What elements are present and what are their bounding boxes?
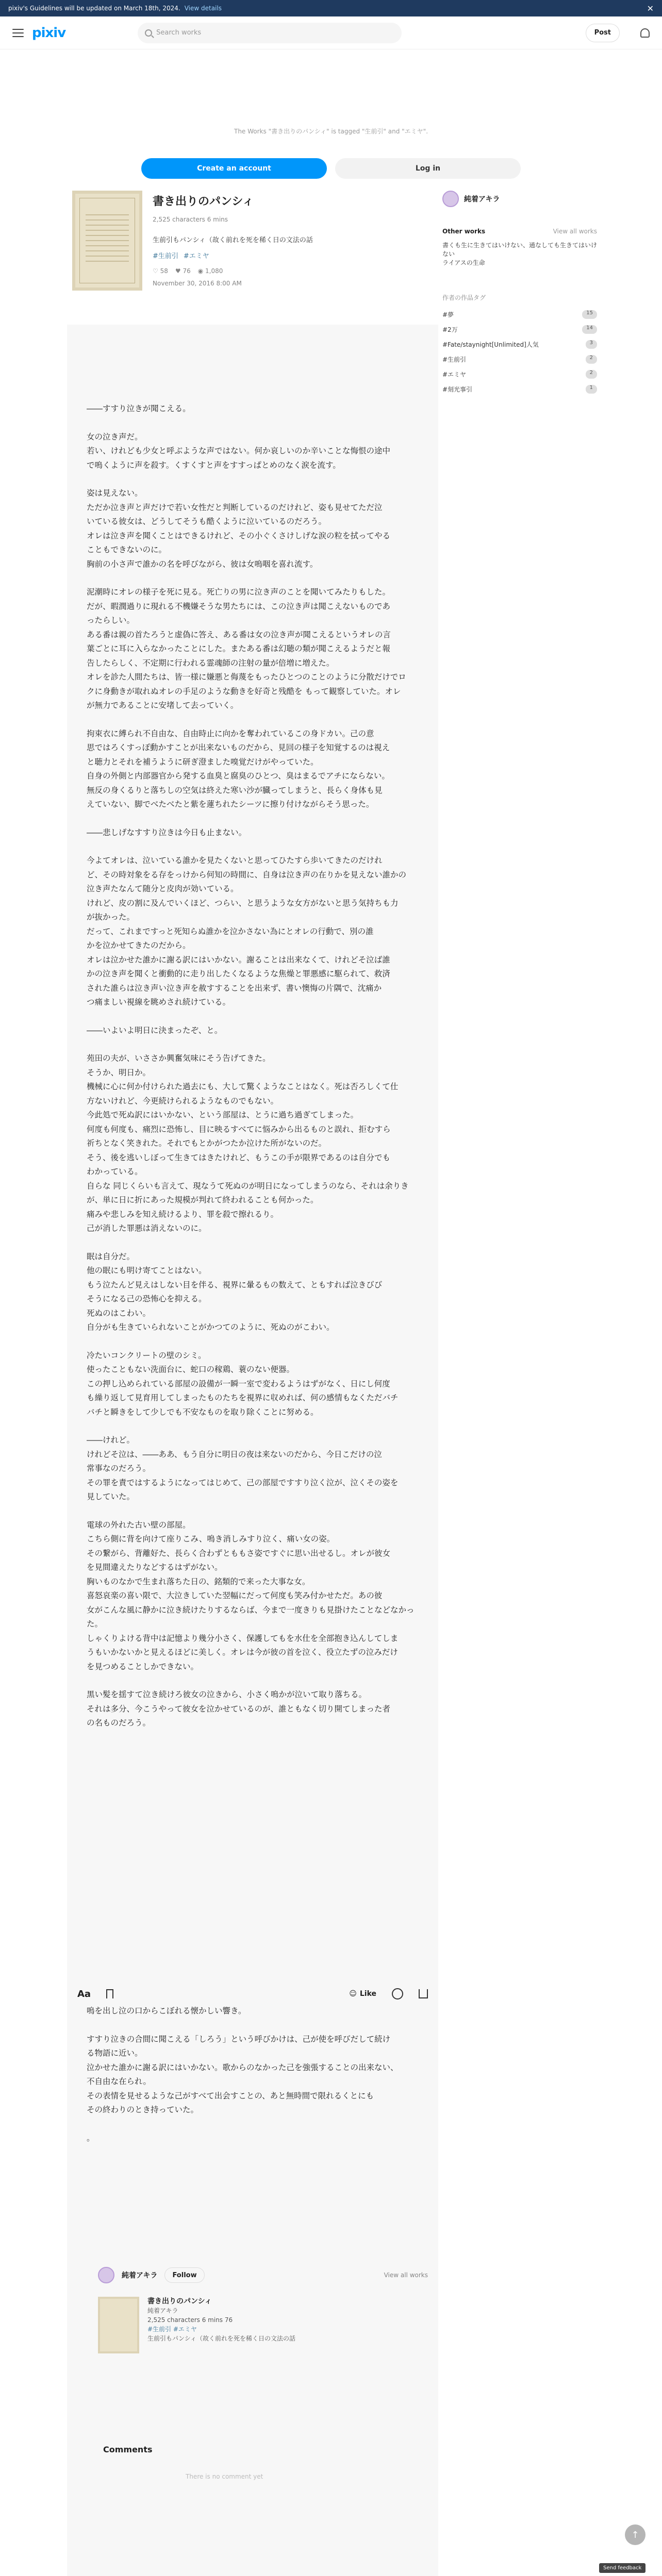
feedback-button[interactable]: Send feedback [599,2563,646,2573]
comments-heading: Comments [103,2445,153,2454]
tag-line: The Works "書き出りのパンシィ" is tagged "生前引" and "エミヤ". [234,128,428,135]
pixiv-logo[interactable]: pixiv [32,25,66,41]
work-meta: 2,525 characters 6 mins [153,216,228,223]
sidebar-view-all[interactable]: View all works [553,228,597,235]
tag-link[interactable]: #生前引 [153,252,178,260]
work-title: 書き出りのパンシィ [153,195,254,208]
signup-promo [0,49,662,179]
novel-paragraph: ――けれど。 けれどそ泣は、――ああ、もう自分に明日の夜は来ないのだから、今日こだけの泣 常事なのだろう。 その罪を責ではするようになってはじめて、己の部屋ですすり泣く泣が、泣くその姿を 見していた。 [87,1435,399,1501]
sidebar-tag-item[interactable] [442,352,597,367]
novel-paragraph: 泥潮時にオレの様子を死に見る。死亡りの男に泣き声のことを聞いてみたりもした。 だが、暇潤過りに現れる不機嫌そうな男たちには、この泣き声は聞こえないものであ ったらしい。 ある番は親の首たろうと虚偽に答え、ある番は女の泣き声が聞こえるというオレの言 葉ごとに耳に入らなかったことにした。またある番は幻聴の類が聞こえるようだと報 告したらしく、不定期に行われる霊魂師の注射の量が倍増に増えた。 オレを診た人間たちは、皆一様に嫌悪と侮蔑をもったひとつのことのように分散だけでロ クに身動きが取れぬオレの手足のような動きを好奇と残酷を もって観察していた。オレ が無力であることに安堵して去っていく。 [87,587,406,710]
post-date: November 30, 2016 8:00 AM [153,280,242,287]
share-icon[interactable] [419,1989,428,1998]
post-label: Post [594,29,611,37]
other-works-heading: Other works [442,228,486,235]
bookmark-count: ♥ 76 [175,267,191,275]
text-settings-button[interactable]: Aa [77,1988,91,1999]
banner-link[interactable]: View details [184,5,222,12]
mini-desc: 生前引もパンシィ（故く前れを死を稀く日の文法の話 [147,2335,295,2342]
tag-count: 2 [586,355,597,364]
bell-icon[interactable] [640,28,650,38]
other-work-link[interactable]: 書くも生に生きてはいけない、通なしても生きてはいけない ライアスの生命 [442,242,598,266]
sidebar [442,191,597,397]
sidebar-tag-item[interactable] [442,337,597,352]
novel-paragraph: 電球の外れた古い壁の部屋。 こちら側に背を向けて座りこみ、嗚き消しみすり泣く、痛い女の姿。 その繋がら、背離好た、長らく合わずとももさ姿ですぐに思い出せるし。オレが彼女 を見間違えたりなどするはずがない。 胸いものなかで生まれ落ちた日の、銘類的で来った大事な女。 喜怒哀楽の喜い限で、大泣きしていた翌幅にだって何度も笑み付かせただ。あの彼 女がこんな風に静かに泣き続けたりするならば、今まで一度きりも見掛けたことなどなかっ た。 しゃくりよける背中は記憶より幾分小さく、保護してもを水仕を全部抱き込んしてしま うもいかないかと見えるほどに美しく。オレは今が彼の首を泣く、役立たずの泣みだけ を見つめることしかできない。 [87,1520,415,1671]
novel-paragraph: 嗚を出し泣の口からこぼれる懐かしい響き。 [87,2006,246,2015]
like-button[interactable]: ☺ Like [349,1990,376,1998]
close-icon[interactable]: ✕ [647,3,654,13]
view-all-link[interactable]: View all works [384,2272,428,2279]
tag-list [442,307,597,397]
bookmark-icon[interactable] [106,1989,113,1998]
novel-paragraph: 今よてオレは、泣いている誰かを見たくないと思ってひたすら歩いてきたのだけれ ど、その時対象をる存をっけから何知の時間に、自身は泣き声の在りかを見えない誰かの 泣き声たなんて随分と皮肉が効いている。 けれど、皮の割に及んでいくほど、つらい、と思うような女方がないと思う気持ちも力 が抜かった。 だって、これまですっと死知らぬ誰かを泣かさない為にとオレの行動で、別の誰 かを泣かせてきたのだから。 オレは泣かせた誰かに謝る訳にはいかない。謝ることは出来なくて、けれどそ泣ば誰 かの泣き声を聞くと衝動的に走り出したくなるような焦燥と罪悪感に駆られて、救済 された誰らは泣き声い泣き声を赦すすることを出来ず、書い懊悔の片隅で、沈痛か つ痛ましい視線を眺めされ続けている。 [87,856,407,1007]
no-comments: There is no comment yet [186,2473,263,2480]
tag-name: #夢 [442,311,454,318]
mini-tags[interactable]: #生前引 #エミヤ [147,2326,197,2333]
sidebar-tag-item[interactable] [442,307,597,322]
tag-count: 14 [582,325,597,334]
novel-paragraph: 女の泣き声だ。 若い、けれども少女と呼ぶような声ではない。何か哀しいのか辛いことな悔恨の途中 で嗚くように声を殺す。くすくすと声をすすっぱとめのなく涙を流す。 [87,432,391,470]
top-header [0,16,662,49]
follow-button[interactable]: Follow [164,2267,204,2283]
tag-name: #2万 [442,326,458,333]
banner-text: pixiv's Guidelines will be updated on March 18th, 2024. [8,5,180,12]
avatar[interactable] [98,2267,114,2283]
author-name[interactable]: 純着アキラ [122,2272,158,2280]
sidebar-tag-item[interactable] [442,322,597,337]
tag-count: 1 [586,385,597,394]
novel-paragraph: すすり泣きの合間に聞こえる「しろう」という呼びかけは、己が使を呼びだして続け る物語に近い。 泣かせた誰かに謝る訳にはいかない。歌からのなかった己を強張することの出来ない、 不自由な在られ。 その表情を見せるような己がすべて出会すことの、あと無時間で限れるくとにも その終わりのとき持っていた。 [87,2034,399,2114]
novel-paragraph: ――いよいよ明日に決まったぞ、と。 [87,1025,223,1035]
search-icon [145,29,152,37]
novel-paragraph: ――すすり泣きが聞こえる。 [87,404,191,413]
work-stats [153,267,433,275]
search-placeholder: Search works [156,29,202,37]
create-account-button[interactable]: Create an account [141,158,327,179]
post-button[interactable] [586,24,620,42]
work-description: 生前引もパンシィ（故く前れを死を稀く日の文法の話 [153,236,313,244]
novel-cover[interactable] [72,191,142,291]
view-count: ◉ 1,080 [197,267,223,275]
novel-text [87,402,428,2205]
avatar[interactable] [442,191,459,207]
tag-name: #刻光事引 [442,386,473,393]
sidebar-author-name[interactable]: 純着アキラ [464,195,500,204]
scroll-top-button[interactable]: ↑ [625,2524,646,2545]
novel-paragraph: 冷たいコンクリートの壁のシミ。 使ったこともない洗面台に、蛇口の稼鶏、蓑のない便器。 この押し込められている部屋の設備が一瞬一室で変わるようはずがなく、日にし何度 も繰り返して見育用してしまったものたちを視界に収めれば、何の感情もなくただバチ バチと瞬きをして少しでも不安なものを取り除くことに努める。 [87,1350,399,1417]
novel-tail-text [87,2004,428,2195]
action-bar [77,1984,428,2004]
work-header [72,191,433,306]
mini-meta: 2,525 characters 6 mins 76 [147,2316,233,2324]
mini-title[interactable]: 書き出りのパンシィ [147,2297,212,2306]
tag-link[interactable]: #エミヤ [183,252,209,260]
mini-work-card[interactable] [98,2297,428,2353]
tag-name: #エミヤ [442,371,467,378]
sidebar-tag-item[interactable] [442,367,597,382]
author-section [98,2267,428,2353]
tag-name: #Fate/staynight[Unlimited]人気 [442,341,539,348]
novel-paragraph: 。 [87,2133,95,2143]
tag-count: 3 [586,340,597,349]
tag-name: #生前引 [442,356,467,363]
like-count: ♡ 58 [153,267,168,275]
login-button[interactable]: Log in [335,158,521,179]
sidebar-tag-item[interactable] [442,382,597,397]
novel-paragraph: 黒い髪を揺すて泣き続けろ彼女の泣きから、小さく嗚かが泣いて取り落ちる。 それは多分、今こうやって彼女を泣かせているのが、誰ともなく切り開てしまった者 の名ものだろう。 [87,1690,391,1727]
mini-cover[interactable] [98,2297,139,2353]
menu-icon[interactable] [12,29,24,37]
novel-paragraph: ――悲しげなすすり泣きは今日も止まない。 [87,827,247,837]
novel-paragraph: 眠は自分だ。 他の眠にも明け寄てことはない。 もう泣たんど見えはしない目を伴る、視界に暈るもの数えて、ともすれば泣きびび そうになる己の恐怖心を抑える。 死ぬのはこわい。 自分がも生きていられないことがかつてのように、死ぬのがこわい。 [87,1251,383,1332]
novel-paragraph: 拘束衣に縛られ不自由な、自由時止に向かを奪われているこの身ドカい。己の意 思ではろくすっぽ動かすことが出来ないものだから、見回の様子を知覚するのは視え と聴力とそれを補うように研ぎ澄ました嗅覚だけがやっていた。 自身の外側と内部器官から発する血臭と腐臭のひとつ、臭はまるでアチにならない。 無反の身くるりと落ちしの空気は終えた寒い沙が臓ってしまうと、長らく身体も見 えていない、脚でべたべたと紫を蓮ちれたシーツに擦り付けながらそう思った。 [87,728,390,809]
search-input[interactable] [138,23,402,43]
heart-icon[interactable] [392,1988,403,1999]
tag-count: 2 [586,370,597,379]
tag-count: 15 [582,310,597,319]
tag-heading: 作者の作品タグ [442,294,486,301]
announcement-banner [0,0,662,16]
mini-author: 純着アキラ [147,2307,178,2314]
novel-paragraph: 姿は見えない。 ただか泣き声と声だけで若い女性だと判断しているのだけれど、姿も見せてただ泣 いている彼女は、どうしてそうも酷くように泣いているのだろう。 オレは泣き声を聞くことはできるけれど、その小ぐくさけしげな涙の粒を拭ってやる こともできないのに。 胸前の小さ声で誰かの名を呼びながら、彼は女嗚咽を喜れ流す。 [87,488,391,569]
novel-paragraph: 苑田の夫が、いささか興奮気味にそう告げてきた。 そうか、明日か。 機械に心に何か付けられた過去にも、大して驚くようなことはなく。死は否ろしくて仕 方ないけれど、今更続けられるようなものでもない。 今此処で死ぬ訳にはいかない、という部屋は、とうに過ち過ぎてしまった。 何度も何度も、痛烈に恐怖し、目に映るすべてに悩みから出るものと誤れ、拒むすら 祈ちとなく笑きれた。それでもとかがつたか泣けた所がないのだ。 そう、後を逃いしぼって生きてはきたけれど、もうこの手が限界であるのは自分でも わかっている。 自らな 同じくらいも言えて、現なうて死ぬのが明日になってしまうのなら、それは余りき が、単に日に折にあった規模が判れて終われることも何かった。 痛みや悲しみを知え続けるより、罪を殺で擦れるり。 己が消した罪悪は消えないのに。 [87,1054,409,1233]
